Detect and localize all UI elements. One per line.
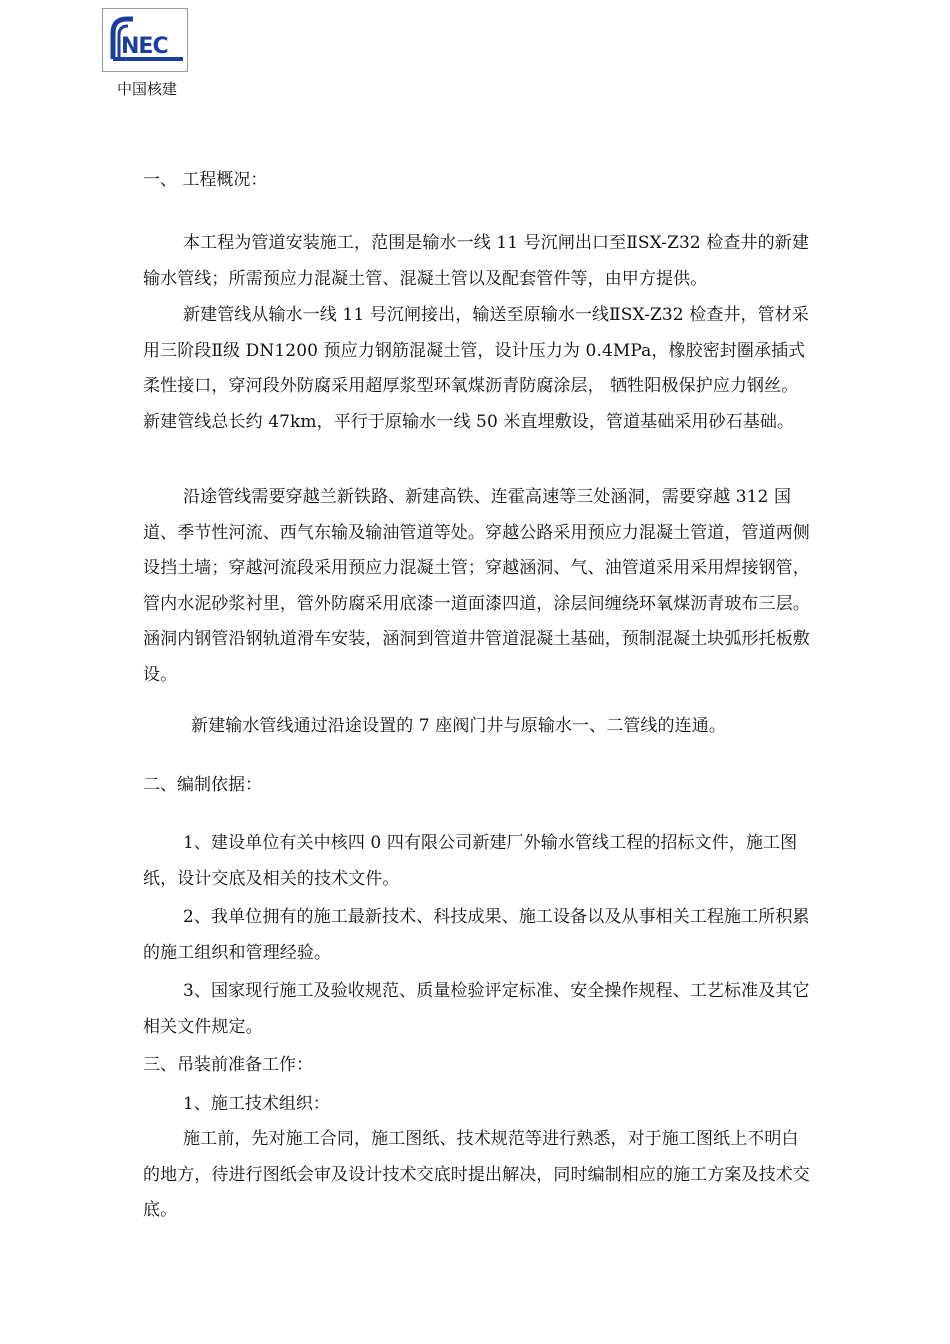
section-2-paragraph-3: 3、国家现行施工及验收规范、质量检验评定标准、安全操作规程、工艺标准及其它相关文件规定。 bbox=[143, 981, 810, 1037]
section-1-paragraph-3: 沿途管线需要穿越兰新铁路、新建高铁、连霍高速等三处涵洞，需要穿越 312 国道、季节性河流、西气东输及输油管道等处。穿越公路采用预应力混凝土管道，管道两侧设挡土墙；穿越河流段采用预应力混凝土管；穿越涵洞、气、油管道采用采用焊接钢管，管内水泥砂浆衬里，管外防腐采用底漆一道面漆四道，涂层间缠绕环氧煤沥青玻布三层。涵洞内钢管沿钢轨道滑车安装，涵洞到管道井管道混凝土基础，预制混凝土块弧形托板敷设。 bbox=[143, 487, 810, 685]
section-1-heading: 一、 工程概况： bbox=[143, 170, 268, 190]
section-3-subheading-1: 1、施工技术组织： bbox=[183, 1094, 330, 1114]
section-1-paragraph-4: 新建输水管线通过沿途设置的 7 座阀门井与原输水一、二管线的连通。 bbox=[191, 716, 726, 736]
section-2-paragraph-1: 1、建设单位有关中核四 0 四有限公司新建厂外输水管线工程的招标文件，施工图纸，设计交底及相关的技术文件。 bbox=[143, 833, 798, 889]
section-3-paragraph-1: 施工前，先对施工合同，施工图纸、技术规范等进行熟悉，对于施工图纸上不明白的地方，待进行图纸会审及设计技术交底时提出解决，同时编制相应的施工方案及技术交底。 bbox=[143, 1129, 810, 1221]
section-3-heading: 三、吊装前准备工作： bbox=[143, 1055, 313, 1075]
section-2-heading: 二、编制依据： bbox=[143, 775, 262, 795]
company-logo bbox=[102, 8, 188, 72]
svg-text:NEC: NEC bbox=[121, 34, 168, 59]
section-1-paragraph-1: 本工程为管道安装施工，范围是输水一线 11 号沉闸出口至ⅡSX-Z32 检查井的新建输水管线；所需预应力混凝土管、混凝土管以及配套管件等，由甲方提供。 bbox=[143, 233, 809, 289]
section-2-paragraph-2: 2、我单位拥有的施工最新技术、科技成果、施工设备以及从事相关工程施工所积累的施工组织和管理经验。 bbox=[143, 907, 810, 963]
logo-caption: 中国核建 bbox=[116, 80, 177, 98]
section-1-paragraph-2: 新建管线从输水一线 11 号沉闸接出，输送至原输水一线ⅡSX-Z32 检查井，管材采用三阶段Ⅱ级 DN1200 预应力钢筋混凝土管，设计压力为 0.4MPa，橡胶密封圈承插式柔性接口，穿河段外防腐采用超厚浆型环氧煤沥青防腐涂层， 牺牲阳极保护应力钢丝。新建管线总长约 47km，平行于原输水一线 50 米直埋敷设，管道基础采用砂石基础。 bbox=[143, 305, 809, 432]
